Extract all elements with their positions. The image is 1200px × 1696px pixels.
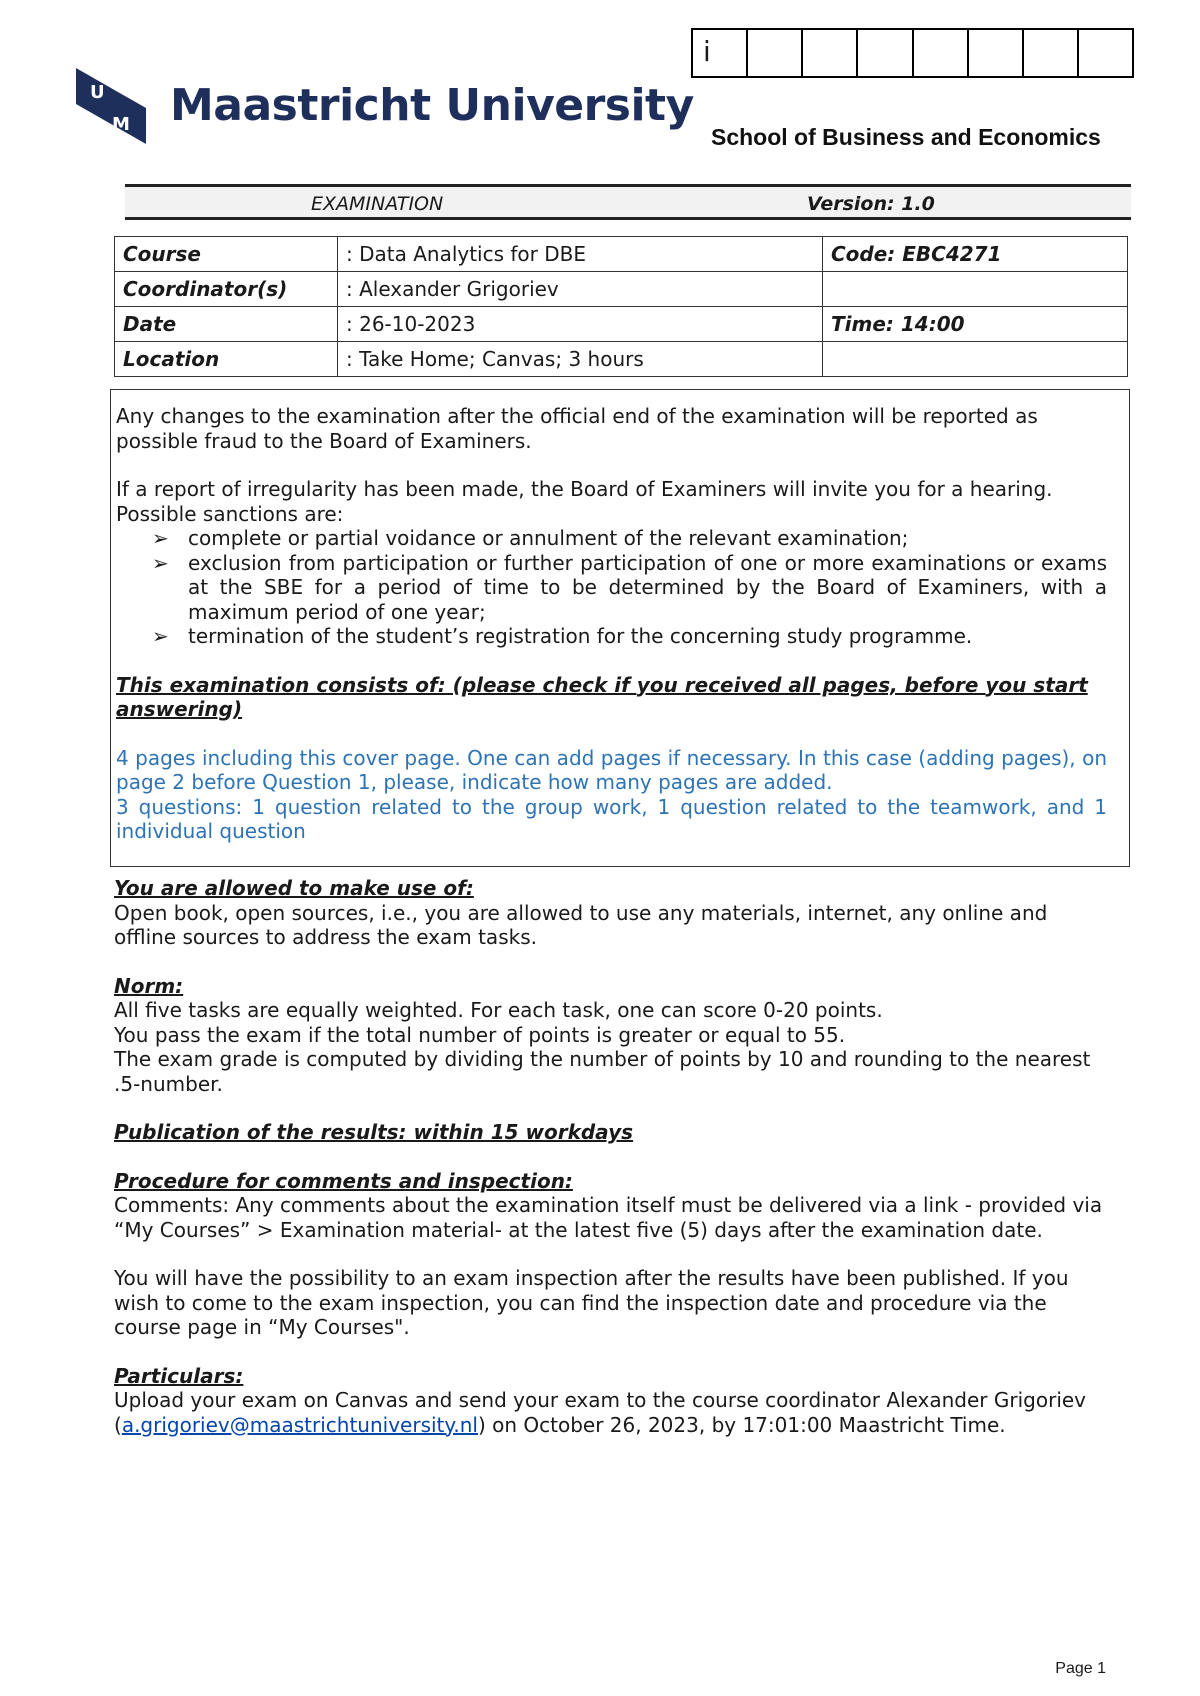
exam-header-bar [125,184,1131,220]
location-label: Location [115,342,338,377]
allowed-heading: You are allowed to make use of: [114,876,474,900]
list-item: ➢ termination of the student’s registration for the concerning study programme. [152,624,973,648]
procedure-heading: Procedure for comments and inspection: [114,1168,573,1193]
table-row [115,307,1128,342]
empty-cell [823,272,1128,307]
id-box [748,30,803,76]
student-id-boxes [691,28,1134,78]
course-value: : Data Analytics for DBE [338,237,823,272]
comments-text: Comments: Any comments about the examination itself must be delivered via a link - provided via “My Courses” > Examination material- at the latest five (5) days after the examination date. [114,1193,1103,1242]
version-label: Version: 1.0 [807,193,935,215]
id-box [858,30,913,76]
table-row [115,342,1128,377]
id-box [914,30,969,76]
course-info-table [114,236,1128,377]
arrow-bullet-icon: ➢ [152,526,169,550]
course-label: Course [115,237,338,272]
allowed-text: Open book, open sources, i.e., you are allowed to use any materials, internet, any online and offline sources to address the exam tasks. [114,900,1048,949]
code-label: Code: EBC4271 [823,237,1128,272]
id-box [1024,30,1079,76]
logo-letter-m: M [112,114,130,135]
norm-line: You pass the exam if the total number of points is greater or equal to 55. [114,1022,846,1047]
exam-label: EXAMINATION [311,193,444,215]
empty-cell [823,342,1128,377]
particulars-heading: Particulars: [114,1363,244,1388]
logo-letter-u: U [90,82,105,103]
school-name: School of Business and Economics [711,124,1101,150]
location-value: : Take Home; Canvas; 3 hours [338,342,823,377]
list-item: ➢ complete or partial voidance or annulment of the relevant examination; [152,526,909,550]
table-row [115,237,1128,272]
arrow-bullet-icon: ➢ [152,550,169,575]
university-name: Maastricht University [170,80,694,131]
notice-box [110,389,1130,867]
norm-line: All five tasks are equally weighted. For each task, one can score 0-20 points. [114,998,883,1022]
questions-info: 3 questions: 1 question related to the group work, 1 question related to the teamwork, and 1 individual question [116,794,1107,843]
irregularity-notice: If a report of irregularity has been made, the Board of Examiners will invite you for a hearing. Possible sanctions are: [116,477,1053,526]
list-item: ➢ exclusion from participation or further participation of one or more examinations or exams at the SBE for a period of time to be determined by the Board of Examiners, with a maximum period of one year; [152,550,1107,624]
norm-line: The exam grade is computed by dividing the number of points by 10 and rounding to the nearest .5-number. [114,1047,1091,1096]
arrow-bullet-icon: ➢ [152,624,169,648]
particulars-text: Upload your exam on Canvas and send your exam to the course coordinator Alexander Grigoriev (a.grigoriev@maastrichtuniversity.nl) on October 26, 2023, by 17:01:00 Maastricht Time. [114,1388,1087,1437]
fraud-notice: Any changes to the examination after the official end of the examination will be reported as possible fraud to the Board of Examiners. [116,404,1038,453]
date-value: : 26-10-2023 [338,307,823,342]
exam-instructions [114,876,1104,1437]
time-label: Time: 14:00 [823,307,1128,342]
sanctions-list [116,526,1107,649]
id-box [969,30,1024,76]
publication-heading: Publication of the results: within 15 workdays [114,1120,634,1144]
pages-info: 4 pages including this cover page. One can add pages if necessary. In this case (adding pages), on page 2 before Question 1, please, indicate how many pages are added. [116,745,1107,794]
id-box [1079,30,1132,76]
id-box [803,30,858,76]
date-label: Date [115,307,338,342]
page-number: Page 1 [1055,1660,1106,1677]
norm-heading: Norm: [114,973,184,998]
um-logo-icon [76,68,146,144]
consists-heading: This examination consists of: (please check if you received all pages, before you start answering) [116,672,1088,721]
id-box: i [693,30,748,76]
coordinator-label: Coordinator(s) [115,272,338,307]
table-row [115,272,1128,307]
inspection-text: You will have the possibility to an exam inspection after the results have been published. If you wish to come to the exam inspection, you can find the inspection date and procedure via the course page in “My Courses". [114,1266,1069,1339]
coordinator-email-link[interactable]: a.grigoriev@maastrichtuniversity.nl [121,1412,478,1437]
coordinator-value: : Alexander Grigoriev [338,272,823,307]
